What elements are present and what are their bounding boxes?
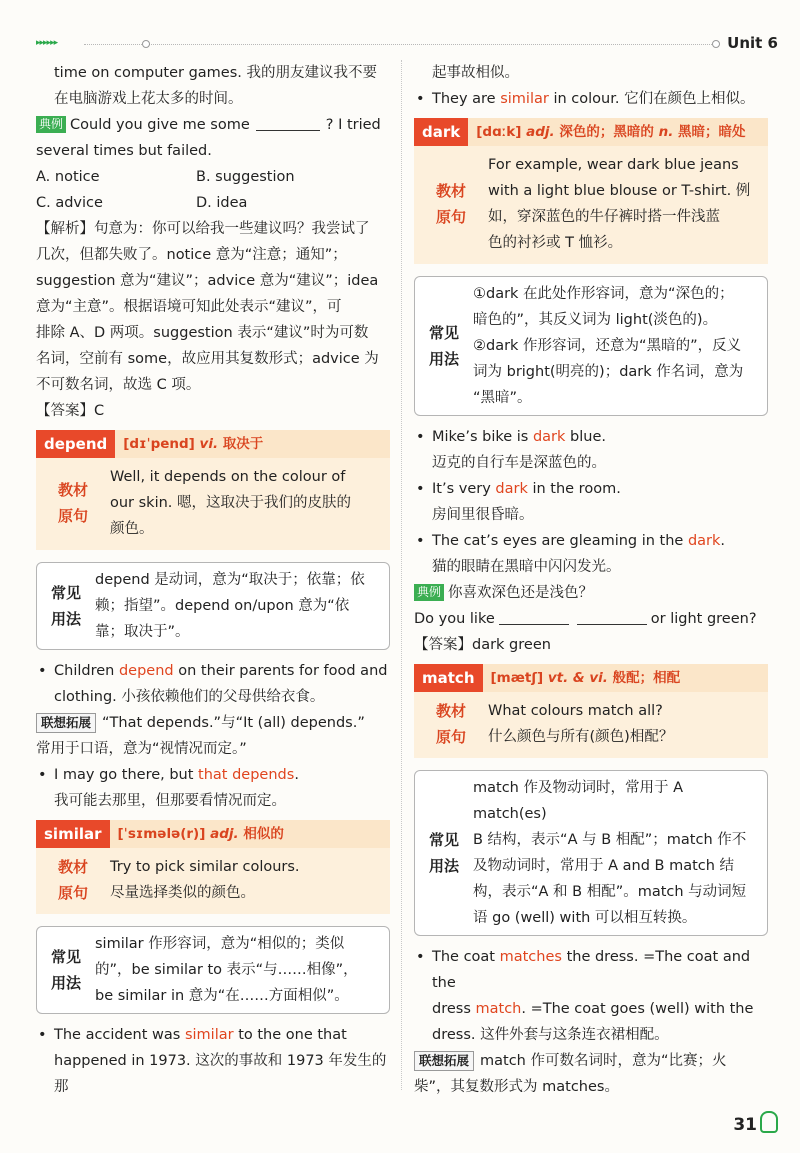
answer-blank bbox=[577, 610, 647, 625]
lightbulb-icon bbox=[760, 1111, 778, 1133]
example-sentence: • The cat’s eyes are gleaming in the dark. bbox=[416, 533, 726, 549]
right-column: 起事故相似。 • They are similar in colour. 它们在颜色上相似。 dark [dɑːk] adj. 深色的；黑暗的 n. 黑暗；暗处 教材 原句 For example, wear dark blue jeans with a light blue blouse or T-shirt. 例 如，穿深蓝色的牛仔裤时搭一件浅蓝 色的衬衫或 T 恤衫。 常见 用法 ①dark 在此处作形容词，意为“深色的； 暗色的”，其反义词为 light(淡色的)。 ②dark 作形容词，还意为“黑暗的”，反义 词为 bright(明亮的)；dark 作名词，意为 “黑暗”。 • Mike’s bike is dark blue. 迈克的自行车是深蓝色的。 • It’s very dark in the room. 房间里很昏暗。 • The cat’s eyes are gleaming in the dark. 猫的眼睛在黑暗中闪闪发光。 典例 你喜欢深色还是浅色？ Do you like or light green? 【答案】dark green match [mætʃ] vt. & vi. 般配；相配 教材 原句 What colours match all? 什么颜色与所有(颜色)相配？ 常见 用法 match 作及物动词时，常用于 A match(es) B 结构，表示“A 与 B 相配”；match 作不 及物动词时，常用于 A and B match 结 构，表示“A 和 B 相配”。match 与动词短 语 go (well) with 可以相互转换。 • The coat matches the dress. =The coat and the dress match. =The coat goes (well) with the dress. 这件外套与这条连衣裙相配。 联想拓展 match 作可数名词时，意为“比赛；火 柴”，其复数形式为 matches。 bbox=[414, 60, 768, 1100]
option-d: D. idea bbox=[196, 195, 248, 211]
phonetic: [dɑːk] bbox=[476, 124, 522, 140]
continued-text: time on computer games. 我的朋友建议我不要 bbox=[54, 65, 377, 81]
example-sentence: • I may go there, but that depends. bbox=[38, 767, 299, 783]
headword: dark bbox=[414, 118, 468, 146]
phonetic: [dɪˈpend] bbox=[123, 436, 195, 452]
example-question: 典例 Could you give me some ? I tried bbox=[36, 112, 390, 138]
word-header-match: match [mætʃ] vt. & vi. 般配；相配 bbox=[414, 664, 768, 692]
option-a: A. notice bbox=[36, 169, 100, 185]
headword: depend bbox=[36, 430, 115, 458]
header-dotted-rule bbox=[84, 44, 716, 45]
options-row bbox=[36, 164, 390, 190]
column-divider bbox=[401, 60, 402, 1090]
option-b: B. suggestion bbox=[196, 169, 295, 185]
page-number: 31 bbox=[733, 1111, 778, 1135]
example-question-blanks: Do you like or light green? bbox=[414, 611, 757, 627]
answer-blank bbox=[256, 116, 320, 131]
phonetic: [mætʃ] bbox=[490, 670, 544, 686]
example-sentence: • The accident was similar to the one that bbox=[38, 1027, 347, 1043]
word-header-depend: depend [dɪˈpend] vi. 取决于 bbox=[36, 430, 390, 458]
example-tag: 典例 bbox=[414, 584, 444, 601]
example-question-cont: several times but failed. bbox=[36, 143, 212, 159]
circle-icon bbox=[712, 40, 720, 48]
answer-blank bbox=[499, 610, 569, 625]
continued-text: 起事故相似。 bbox=[432, 65, 519, 81]
answer: 【答案】C bbox=[36, 403, 105, 419]
answer: 【答案】dark green bbox=[414, 637, 551, 653]
example-sentence: • Mike’s bike is dark blue. bbox=[416, 429, 606, 445]
unit-label: Unit 6 bbox=[727, 34, 778, 52]
textbook-sentence: 教材 原句 For example, wear dark blue jeans with a light blue blouse or T-shirt. 例 如，穿深蓝色的牛仔裤时搭一件浅蓝 色的衬衫或 T 恤衫。 bbox=[414, 146, 768, 264]
example-sentence: • Children depend on their parents for food and bbox=[38, 663, 388, 679]
usage-box: 常见 用法 ①dark 在此处作形容词，意为“深色的； 暗色的”，其反义词为 light(淡色的)。 ②dark 作形容词，还意为“黑暗的”，反义 词为 bright(明亮的)；dark 作名词，意为 “黑暗”。 bbox=[414, 276, 768, 416]
example-sentence: • The coat matches the dress. =The coat and the bbox=[416, 949, 751, 991]
example-tag: 典例 bbox=[36, 116, 66, 133]
left-column: time on computer games. 我的朋友建议我不要 在电脑游戏上花太多的时间。 典例 Could you give me some ? I tried several times but failed. A. notice B. suggestion C. advice D. idea 【解析】句意为：你可以给我一些建议吗？我尝试了 几次，但都失败了。notice 意为“注意；通知”； suggestion 意为“建议”；advice 意为“建议”；idea 意为“主意”。根据语境可知此处表示“建议”，可 排除 A、D 两项。suggestion 表示“建议”时为可数 名词，空前有 some，故应用其复数形式；advice 为 不可数名词，故选 C 项。 【答案】C depend [dɪˈpend] vi. 取决于 教材 原句 Well, it depends on the colour of our skin. 嗯，这取决于我们的皮肤的 颜色。 常见 用法 depend 是动词，意为“取决于；依靠；依 赖；指望”。depend on/upon 意为“依 靠；取决于”。 • Children depend on their parents for food and clothing. 小孩依赖他们的父母供给衣食。 联想拓展 “That depends.”与“It (all) depends.” 常用于口语，意为“视情况而定。” • I may go there, but that depends. 我可能去那里，但那要看情况而定。 similar [ˈsɪmələ(r)] adj. 相似的 教材 原句 Try to pick similar colours. 尽量选择类似的颜色。 常见 用法 similar 作形容词，意为“相似的；类似 的”，be similar to 表示“与……相像”， be similar in 意为“在……方面相似”。 • The accident was similar to the one that happened in 1973. 这次的事故和 1973 年发生的那 bbox=[36, 60, 390, 1100]
textbook-sentence: 教材 原句 Try to pick similar colours. 尽量选择类似的颜色。 bbox=[36, 848, 390, 914]
header-arrows-icon: ▸▸▸▸▸▸ bbox=[36, 38, 58, 48]
usage-box: 常见 用法 match 作及物动词时，常用于 A match(es) B 结构，表示“A 与 B 相配”；match 作不 及物动词时，常用于 A and B match 结 构，表示“A 和 B 相配”。match 与动词短 语 go (well) with 可以相互转换。 bbox=[414, 770, 768, 936]
headword: match bbox=[414, 664, 483, 692]
example-sentence: • It’s very dark in the room. bbox=[416, 481, 621, 497]
extension-tag: 联想拓展 bbox=[36, 713, 96, 733]
circle-icon bbox=[142, 40, 150, 48]
options-row bbox=[36, 190, 390, 216]
headword: similar bbox=[36, 820, 110, 848]
textbook-sentence: 教材 原句 Well, it depends on the colour of our skin. 嗯，这取决于我们的皮肤的 颜色。 bbox=[36, 458, 390, 550]
example-question: 典例 你喜欢深色还是浅色？ bbox=[414, 580, 768, 606]
example-sentence: • They are similar in colour. 它们在颜色上相似。 bbox=[416, 91, 755, 107]
extension-tag: 联想拓展 bbox=[414, 1051, 474, 1071]
usage-box: 常见 用法 depend 是动词，意为“取决于；依靠；依 赖；指望”。depend on/upon 意为“依 靠；取决于”。 bbox=[36, 562, 390, 650]
page-header bbox=[0, 0, 800, 60]
option-c: C. advice bbox=[36, 195, 103, 211]
extension: 联想拓展 match 作可数名词时，意为“比赛；火 bbox=[414, 1048, 768, 1074]
extension: 联想拓展 “That depends.”与“It (all) depends.” bbox=[36, 710, 390, 736]
word-header-similar: similar [ˈsɪmələ(r)] adj. 相似的 bbox=[36, 820, 390, 848]
usage-box: 常见 用法 similar 作形容词，意为“相似的；类似 的”，be similar to 表示“与……相像”， be similar in 意为“在……方面相似”。 bbox=[36, 926, 390, 1014]
phonetic: [ˈsɪmələ(r)] bbox=[117, 826, 206, 842]
continued-text: 在电脑游戏上花太多的时间。 bbox=[54, 91, 243, 107]
textbook-sentence: 教材 原句 What colours match all? 什么颜色与所有(颜色)相配？ bbox=[414, 692, 768, 758]
analysis: 【解析】句意为：你可以给我一些建议吗？我尝试了 几次，但都失败了。notice 意为“注意；通知”； suggestion 意为“建议”；advice 意为“建议”；idea 意为“主意”。根据语境可知此处表示“建议”，可 排除 A、D 两项。suggestion 表示“建议”时为可数 名词，空前有 some，故应用其复数形式；advice 为 不可数名词，故选 C 项。 bbox=[36, 221, 379, 393]
word-header-dark: dark [dɑːk] adj. 深色的；黑暗的 n. 黑暗；暗处 bbox=[414, 118, 768, 146]
